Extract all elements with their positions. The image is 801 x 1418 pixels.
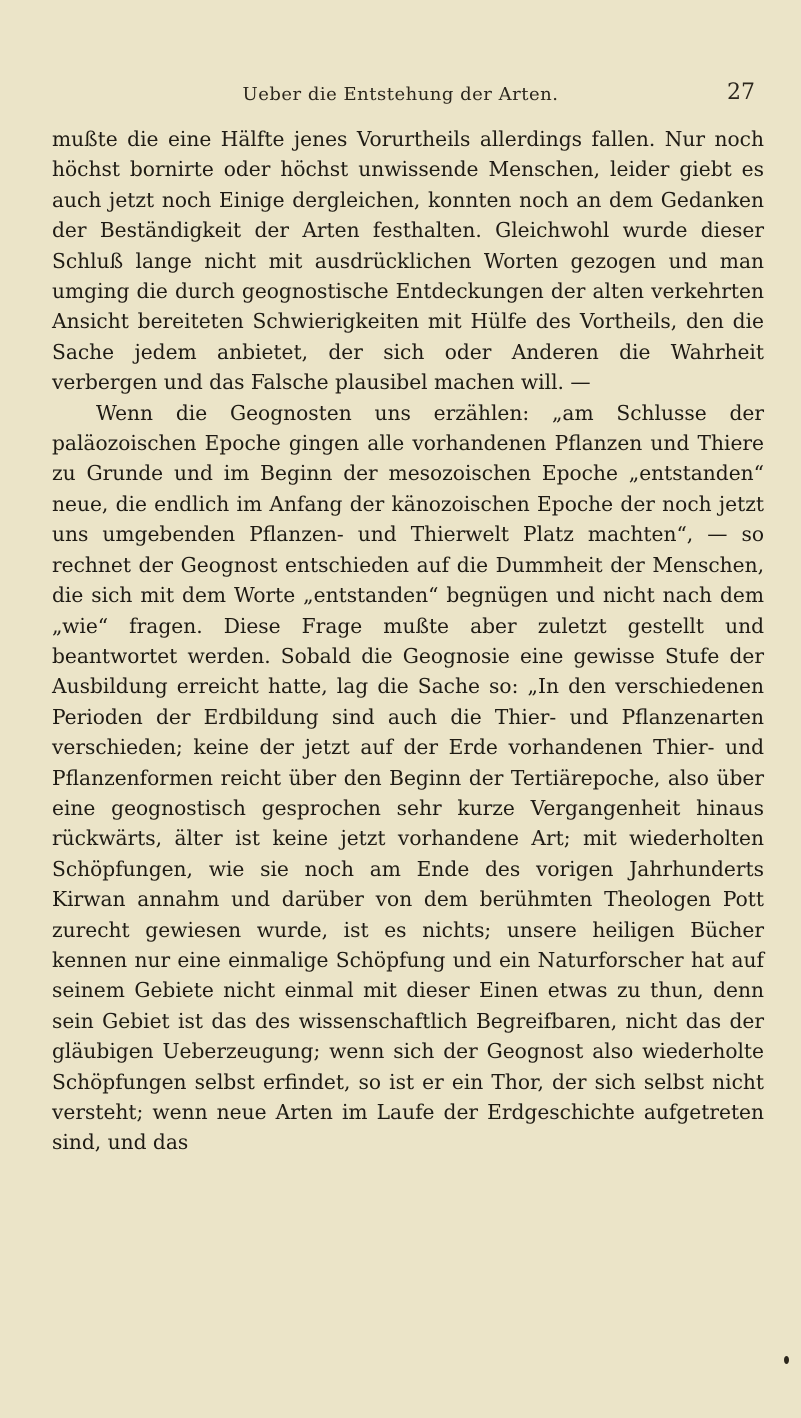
running-title: Ueber die Entstehung der Arten.	[242, 84, 559, 105]
paragraph: mußte die eine Hälfte jenes Vorurtheils allerdings fallen. Nur noch höchst bornirte oder höchst unwissende Menschen, leider giebt es auch jetzt noch Einige dergleichen, konnten noch an dem Gedanken der Beständigkeit der Arten festhalten. Gleichwohl wurde dieser Schluß lange nicht mit ausdrücklichen Worten gezogen und man umging die durch geognostische Entdeckungen der alten verkehrten Ansicht bereiteten Schwierigkeiten mit Hülfe des Vortheils, den die Sache jedem anbietet, der sich oder Anderen die Wahrheit verbergen und das Falsche plausibel machen will. —	[52, 127, 764, 395]
paragraph: Wenn die Geognosten uns erzählen: „am Schlusse der paläozoischen Epoche gingen alle vorhandenen Pflanzen und Thiere zu Grunde und im Beginn der mesozoischen Epoche „entstanden“ neue, die endlich im Anfang der känozoischen Epoche der noch jetzt uns umgebenden Pflanzen- und Thierwelt Platz machten“, — so rechnet der Geognost entschieden auf die Dummheit der Menschen, die sich mit dem Worte „entstanden“ begnügen und nicht nach dem „wie“ fragen. Diese Frage mußte aber zuletzt gestellt und beantwortet werden. Sobald die Geognosie eine gewisse Stufe der Ausbildung erreicht hatte, lag die Sache so: „In den verschiedenen Perioden der Erdbildung sind auch die Thier- und Pflanzenarten verschieden; keine der jetzt auf der Erde vorhandenen Thier- und Pflanzenformen reicht über den Beginn der Tertiärepoche, also über eine geognostisch gesprochen sehr kurze Vergangenheit hinaus rückwärts, älter ist keine jetzt vorhandene Art; mit wiederholten Schöpfungen, wie sie noch am Ende des vorigen Jahrhunderts Kirwan annahm und darüber von dem berühmten Theologen Pott zurecht gewiesen wurde, ist es nichts; unsere heiligen Bücher kennen nur eine einmalige Schöpfung und ein Naturforscher hat auf seinem Gebiete nicht einmal mit dieser Einen etwas zu thun, denn sein Gebiet ist das des wissenschaftlich Begreifbaren, nicht das der gläubigen Ueberzeugung; wenn sich der Geognost also wiederholte Schöpfungen selbst erfindet, so ist er ein Thor, der sich selbst nicht versteht; wenn neue Arten im Laufe der Erdgeschichte aufgetreten sind, und das	[52, 400, 764, 1155]
printer-mark-icon	[784, 1356, 789, 1364]
body-text	[52, 124, 764, 1158]
running-head	[0, 80, 801, 114]
page-number: 27	[727, 80, 755, 105]
